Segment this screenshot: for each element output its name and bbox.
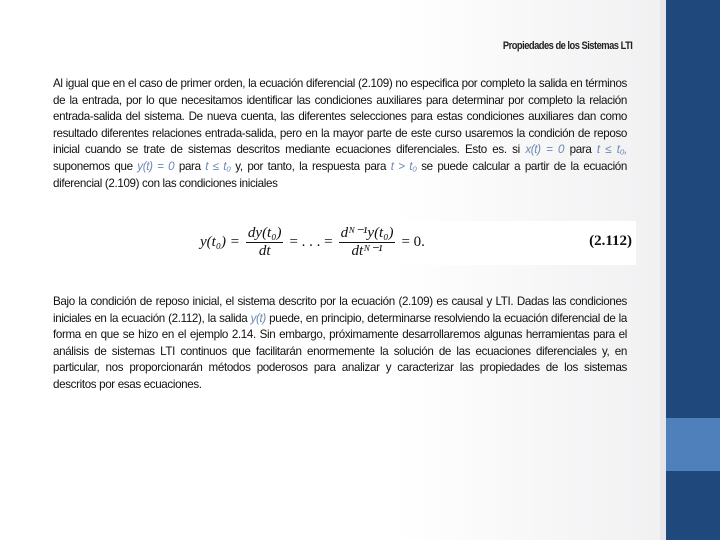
eq-lhs: y(t₀) = <box>200 234 240 250</box>
page-title: Propiedades de los Sistemas LTI <box>502 40 632 52</box>
equation-2-112 <box>172 221 636 265</box>
text-segment: Bajo la condición de reposo inicial, el sistema descrito por la ecuación (2.109) es causal y LTI. Dadas las condiciones iniciales en la ecuación (2.112), la salida <box>53 295 627 325</box>
text-segment: para <box>174 159 206 173</box>
eq-num-2: dᴺ⁻¹y(t₀) <box>340 225 394 241</box>
sidebar-accent-band <box>666 418 720 471</box>
eq-den-1: dt <box>258 243 271 259</box>
math-expression: t > t₀ <box>390 159 417 173</box>
math-expression: x(t) = 0 <box>525 143 565 157</box>
math-expression: y(t) <box>250 311 266 325</box>
text-segment: y, por tanto, la respuesta para <box>230 159 391 173</box>
eq-fraction-2 <box>339 225 396 260</box>
math-expression: y(t) = 0 <box>137 159 175 173</box>
text-segment: se puede calcular a partir de la ecuación diferencial (2.109) con las condiciones iniciales <box>53 159 627 190</box>
text-segment: puede, en principio, determinarse resolviendo la ecuación diferencial de la forma en que se hizo en el ejemplo 2.14. Sin embargo, próximamente desarrollaremos algunas herramientas para el análisis de sistemas LTI continuos que facilitarán enormemente la solución de las ecuaciones diferenciales y, en particular, nos proporcionarán métodos poderosos para analizar y caracterizar las propiedades de los sistemas descritos por esas ecuaciones. <box>53 311 627 391</box>
text-segment: para <box>564 143 597 157</box>
eq-mid: = . . . = <box>289 234 333 250</box>
paragraph-2 <box>53 294 627 394</box>
eq-rhs: = 0. <box>401 234 425 250</box>
eq-num-1: dy(t₀) <box>247 225 282 241</box>
eq-fraction-1 <box>246 225 284 260</box>
eq-den-2: dtᴺ⁻¹ <box>351 243 383 259</box>
paragraph-1 <box>53 76 627 192</box>
text-segment: suponemos que <box>53 159 138 173</box>
equation-number: (2.112) <box>589 233 632 249</box>
math-expression: t ≤ t₀ <box>205 159 231 173</box>
text-segment: Al igual que en el caso de primer orden, la ecuación diferencial (2.109) no especifica por completo la salida en términos de la entrada, por lo que necesitamos identificar las condiciones auxiliares para determinar por completo la relación entrada-salida del sistema. De nueva cuenta, las diferentes selecciones para estas condiciones auxiliares dan como resultado diferentes relaciones entrada-salida, pero en la mayor parte de este curso usaremos la condición de reposo inicial cuando se trate de sistemas descritos mediante ecuaciones diferenciales. Esto es. si <box>53 77 627 157</box>
sidebar-decoration <box>666 0 720 540</box>
math-expression: t ≤ t₀, <box>596 143 628 157</box>
